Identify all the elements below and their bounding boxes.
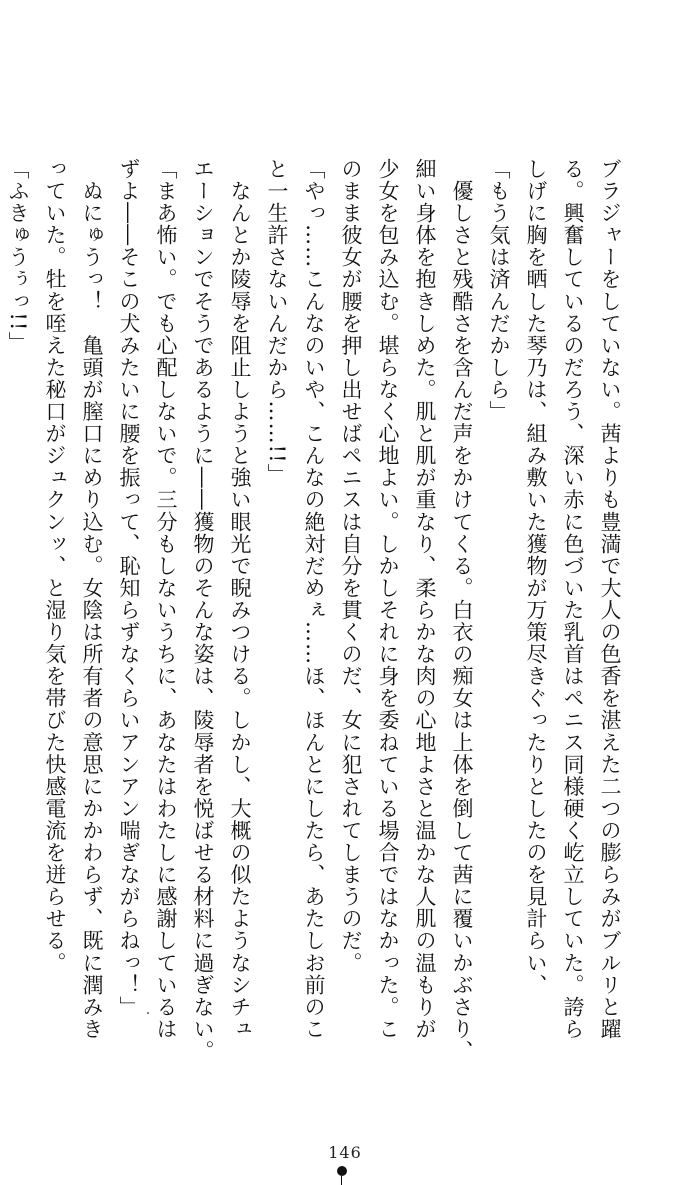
text-column: 少女を包み込む。堪らなく心地よい。しかしそれに身を委ねている場合ではなかった。こ: [376, 158, 400, 1040]
text-column: 「まあ怖い。でも心配しないで。三分もしないうちに、あなたはわたしに感謝しているは: [154, 158, 178, 1040]
text-column: 「もう気は済んだかしら」: [487, 158, 511, 423]
text-column: ぬにゅうっ！ 亀頭が膣口にめり込む。女陰は所有者の意思にかかわらず、既に潤みき: [80, 158, 104, 1040]
text-column: 細い身体を抱きしめた。肌と肌が重なり、柔らかな肉の心地よさと温かな人肌の温もりが: [413, 158, 437, 1040]
text-column: ブラジャーをしていない。茜よりも豊満で大人の色香を湛えた二つの膨らみがブルリと躍: [598, 158, 622, 1040]
text-column: る。興奮しているのだろう、深い赤に色づいた乳首はペニス同様硬く屹立していた。誇ら: [561, 158, 585, 1040]
text-column: と一生許さないんだから……!!」: [265, 158, 289, 486]
folio-stem-ornament: [341, 1176, 342, 1185]
page-number: 146: [328, 1143, 362, 1162]
folio-dot-ornament: [337, 1166, 347, 1176]
print-speck: [147, 1012, 149, 1014]
text-column: のまま彼女が腰を押し出せばペニスは自分を貫くのだ、女に犯されてしまうのだ。: [339, 158, 363, 974]
vertical-text-body: [0, 158, 628, 1063]
text-column: 「やっ……こんなのいや、こんなの絶対だめぇ……ほ、ほんとにしたら、あたしお前のこ: [302, 158, 326, 1040]
text-column: 優しさと残酷さを含んだ声をかけてくる。白衣の痴女は上体を倒して茜に覆いかぶさり、: [450, 158, 474, 1063]
text-column: ずよ――そこの犬みたいに腰を振って、恥知らずなくらいアンアン喘ぎながらねっ！」: [117, 158, 141, 1018]
text-column: っていた。牡を咥えた秘口がジュクンッ、と湿り気を帯びた快感電流を迸らせる。: [43, 158, 67, 974]
text-column: 「ふきゅうぅっ!!」: [6, 158, 30, 354]
text-column: なんとか陵辱を阻止しようと強い眼光で睨みつける。しかし、大概の似たようなシチュ: [228, 158, 252, 1040]
text-column: エーションでそうであるように――獲物のそんな姿は、陵辱者を悦ばせる材料に過ぎない。: [191, 158, 215, 1063]
text-column: しげに胸を晒した琴乃は、組み敷いた獲物が万策尽きぐったりとしたのを見計らい、: [524, 158, 548, 996]
